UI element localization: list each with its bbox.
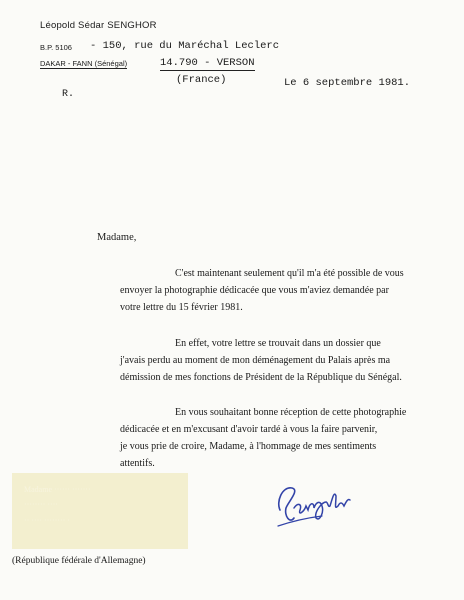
paragraph-line: dédicacée et en m'excusant d'avoir tardé à vous la faire parvenir,	[120, 424, 378, 435]
redacted-line: ········ ····	[24, 500, 58, 509]
paragraph-line: envoyer la photographie dédicacée que vous m'aviez demandée par	[120, 285, 389, 296]
letter-reference: R.	[62, 89, 75, 100]
redacted-address-label	[12, 473, 188, 549]
paragraph-line: En vous souhaitant bonne réception de cette photographie	[175, 407, 407, 418]
recipient-country: (République fédérale d'Allemagne)	[12, 556, 146, 566]
address-city: 14.790 - VERSON	[160, 57, 255, 69]
address-street: - 150, rue du Maréchal Leclerc	[90, 40, 280, 52]
letterhead-bp: B.P. 5106	[40, 43, 72, 52]
paragraph-line: j'avais perdu au moment de mon déménagement du Palais après ma	[120, 355, 391, 366]
redacted-line: ·· ···· ········ ·	[24, 516, 70, 525]
paragraph-line: attentifs.	[120, 458, 155, 469]
letter-date: Le 6 septembre 1981.	[284, 77, 411, 89]
paragraph-line: En effet, votre lettre se trouvait dans un dossier que	[175, 338, 381, 349]
paragraph-line: démission de mes fonctions de Président de la République du Sénégal.	[120, 372, 402, 383]
letterhead-name: Léopold Sédar SENGHOR	[40, 20, 157, 31]
letterhead-dakar: DAKAR - FANN (Sénégal)	[40, 59, 128, 68]
redacted-line: Madame ······ ·······	[24, 485, 91, 494]
paragraph-line: votre lettre du 15 février 1981.	[120, 302, 243, 313]
paragraph-1	[120, 265, 404, 316]
paragraph-3	[120, 404, 406, 472]
paragraph-2	[120, 335, 402, 386]
salutation: Madame,	[97, 232, 137, 243]
paragraph-line: je vous prie de croire, Madame, à l'hommage de mes sentiments	[120, 441, 377, 452]
signature-image	[270, 472, 360, 530]
paragraph-line: C'est maintenant seulement qu'il m'a été possible de vous	[175, 268, 404, 279]
address-country: (France)	[176, 74, 227, 86]
